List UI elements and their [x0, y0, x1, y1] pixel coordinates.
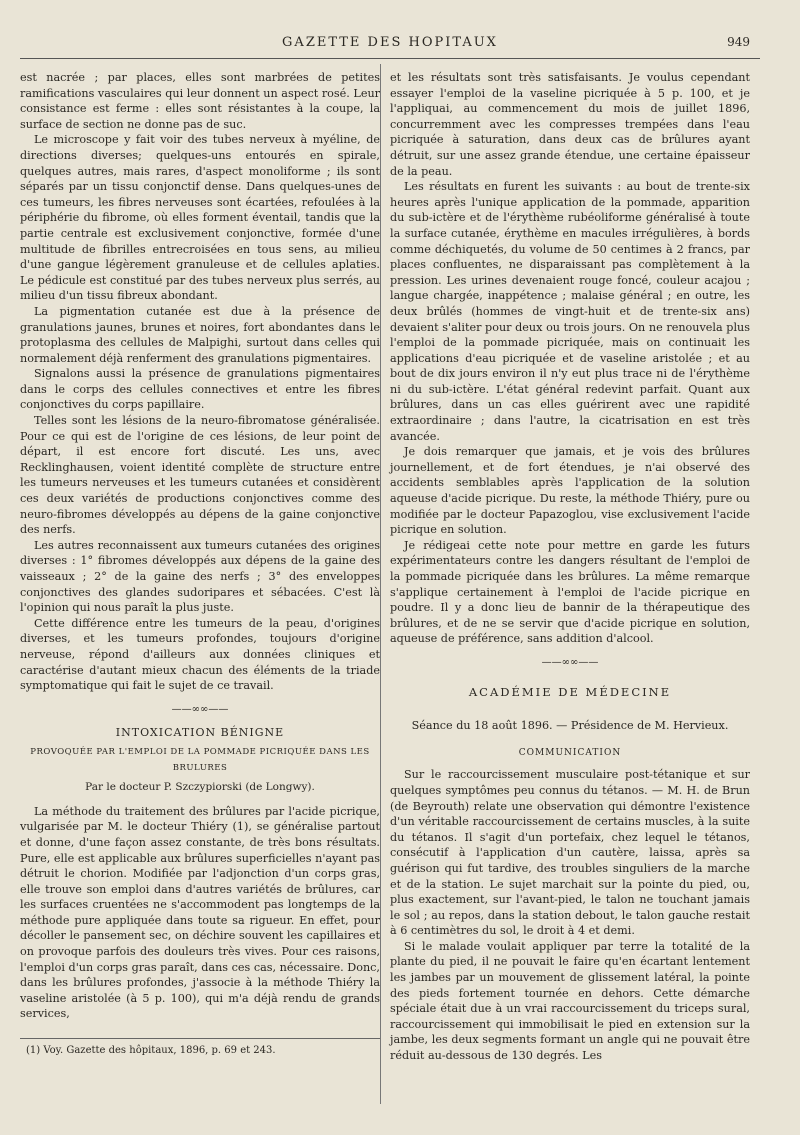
section-ornament: ——∞∞—— [541, 656, 599, 668]
left-column [20, 70, 380, 1059]
footnote-rule [20, 1038, 380, 1039]
paragraph: Si le malade voulait appliquer par terre la totalité de la plante du pied, il ne pouvait le faire qu'en écartant lentement les jambes par un mouvement de glissement latéral, la pointe des pieds fortement tournée en dehors. Cette démarche spéciale était due à un vrai raccourcissement du triceps sural, raccourcissement qui immobilisait le pied en extension sur la jambe, les deux segments formant un angle qui ne pouvait être réduit au-dessous de 130 degrés. Les [390, 939, 750, 1063]
journal-title: GAZETTE DES HOPITAUX [282, 34, 498, 50]
footnote: (1) Voy. Gazette des hôpitaux, 1896, p. 69 et 243. [26, 1045, 276, 1057]
session-line: Séance du 18 août 1896. — Présidence de M. Hervieux. [411, 719, 729, 733]
paragraph: est nacrée ; par places, elles sont marbrées de petites ramifications vasculaires qui leur donnent un aspect rosé. Leur consistance est ferme : elles sont résistantes à la coupe, la surface de section ne donne pas de suc. [20, 71, 380, 131]
article-subheading: PROVOQUÉE PAR L'EMPLOI DE LA POMMADE PICRIQUÉE DANS LES BRULURES [30, 746, 370, 773]
paragraph: Cette différence entre les tumeurs de la peau, d'origines diverses, et les tumeurs profondes, toujours d'origine nerveuse, répond d'ailleurs aux données cliniques et caractérise d'autant mieux chacun des éléments de la triade symptomatique qui fait le sujet de ce travail. [20, 616, 380, 693]
header-rule [20, 58, 760, 59]
article-author: Par le docteur P. Szczypiorski (de Longwy). [85, 781, 315, 794]
right-column [390, 70, 750, 1064]
communication-label: COMMUNICATION [518, 747, 622, 758]
column-separator [380, 64, 381, 1104]
paragraph: et les résultats sont très satisfaisants. Je voulus cependant essayer l'emploi de la vaseline picriquée à 5 p. 100, et je l'appliquai, au commencement du mois de juillet 1896, concurremment avec les compresses trempées dans l'eau picriquée à saturation, dans deux cas de brûlures ayant détruit, sur une assez grande étendue, une certaine épaisseur de la peau. [390, 71, 750, 178]
paragraph: Le microscope y fait voir des tubes nerveux à myéline, de directions diverses; quelques-uns entourés en spirale, quelques autres, mais rares, d'aspect monoliforme ; ils sont séparés par un tissu conjonctif dense. Dans quelques-unes de ces tumeurs, les fibres nerveuses sont écartées, refoulées à la périphérie du fibrome, où elles forment éventail, tandis que la partie centrale est exclusivement conjonctive, formée d'une multitude de fibrilles entrecroisées en tous sens, au milieu d'une gangue légèrement granuleuse et de cellules aplaties. Le pédicule est constitué par des tubes nerveux plus serrés, au milieu d'un tissu fibreux abondant. [20, 133, 380, 303]
article-heading: INTOXICATION BÉNIGNE [115, 726, 285, 740]
paragraph: Telles sont les lésions de la neuro-fibromatose généralisée. Pour ce qui est de l'origine de ces lésions, de leur point de départ, il est encore fort discuté. Les uns, avec Recklinghausen, voient identité complète de structure entre les tumeurs nerveuses et les tumeurs cutanées et considèrent ces deux variétés de productions conjonctives comme des neuro-fibromes développés au dépens de la gaine conjonctive des nerfs. [20, 414, 380, 537]
section-heading: ACADÉMIE DE MÉDECINE [468, 684, 672, 699]
page-header [20, 30, 760, 54]
paragraph: Je rédigeai cette note pour mettre en garde les futurs expérimentateurs contre les dangers résultant de l'emploi de la pommade picriquée dans les brûlures. La même remarque s'applique certainement à l'emploi de l'acide picrique en poudre. Il y a donc lieu de bannir de la thérapeutique des brûlures, et de ne se servir que d'acide picrique en solution, aqueuse de préférence, sans addition d'alcool. [390, 538, 750, 646]
page-number: 949 [727, 35, 750, 49]
paragraph: Sur le raccourcissement musculaire post-tétanique et sur quelques symptômes peu connus du tétanos. — M. H. de Brun (de Beyrouth) relate une observation qui démontre l'existence d'un véritable raccourcissement de certains muscles, à la suite du tétanos. Il s'agit d'un portefaix, chez lequel le tétanos, consécutif à l'application d'un cautère, laissa, après sa guérison qui fut tardive, des troubles singuliers de la marche et de la station. Le sujet marchait sur la pointe du pied, ou, plus exactement, sur l'avant-pied, le talon ne touchant jamais le sol ; au repos, dans la station debout, le talon gauche restait à 6 centimètres du sol, le droit à 4 et demi. [390, 768, 750, 938]
paragraph: Les résultats en furent les suivants : au bout de trente-six heures après l'unique application de la pommade, apparition du sub-ictère et de l'érythème rubéoliforme généralisé à toute la surface cutanée, érythème en macules irrégulières, à bords comme déchiquetés, du volume de 50 centimes à 2 francs, par places confluentes, ne disparaissant pas complètement à la pression. Les urines devenaient rouge foncé, couleur acajou ; langue chargée, inappétence ; malaise général ; en outre, les deux brûlés (hommes de vingt-huit et de trente-six ans) devaient s'aliter pour deux ou trois jours. On ne renouvela plus l'emploi de la pommade picriquée, mais on continuait les applications d'eau picriquée et de vaseline aristolée ; et au bout de dix jours environ il n'y eut plus trace ni de l'érythème ni du sub-ictère. L'état général redevint parfait. Quant aux brûlures, dans un cas elles guérirent avec une rapidité extraordinaire ; dans l'autre, la cicatrisation en est très avancée. [390, 180, 750, 443]
paragraph: Je dois remarquer que jamais, et je vois des brûlures journellement, et de fort étendues, je n'ai observé des accidents semblables après l'application de la solution aqueuse d'acide picrique. Du reste, la méthode Thiéry, pure ou modifiée par le docteur Papazoglou, vise exclusivement l'acide picrique en solution. [390, 445, 750, 537]
paragraph: La pigmentation cutanée est due à la présence de granulations jaunes, brunes et noires, fort abondantes dans le protoplasma des cellules de Malpighi, surtout dans celles qui normalement déjà renferment des granulations pigmentaires. [20, 304, 380, 365]
paragraph: Signalons aussi la présence de granulations pigmentaires dans le corps des cellules connectives et entre les fibres conjonctives du corps papillaire. [20, 367, 380, 412]
section-ornament: ——∞∞—— [171, 703, 229, 715]
paragraph: Les autres reconnaissent aux tumeurs cutanées des origines diverses : 1° fibromes développés aux dépens de la gaine des vaisseaux ; 2° de la gaine des nerfs ; 3° des enveloppes conjonctives des glandes sudoripares et sébacées. C'est là l'opinion qui nous paraît la plus juste. [20, 538, 380, 615]
paragraph: La méthode du traitement des brûlures par l'acide picrique, vulgarisée par M. le docteur Thiéry (1), se généralise partout et donne, d'une façon assez constante, de très bons résultats. Pure, elle est applicable aux brûlures superficielles n'ayant pas détruit le chorion. Modifiée par l'adjonction d'un corps gras, elle trouve son emploi dans d'autres variétés de brûlures, car les surfaces cruentées ne s'accommodent pas longtemps de la méthode pure appliquée dans toute sa rigueur. En effet, pour décoller le pansement sec, on déchire souvent les capillaires et on provoque parfois des douleurs très vives. Pour ces raisons, l'emploi d'un corps gras paraît, dans ces cas, nécessaire. Donc, dans les brûlures profondes, j'associe à la méthode Thiéry la vaseline aristolée (à 5 p. 100), qui m'a déjà rendu de grands services, [20, 804, 380, 1021]
